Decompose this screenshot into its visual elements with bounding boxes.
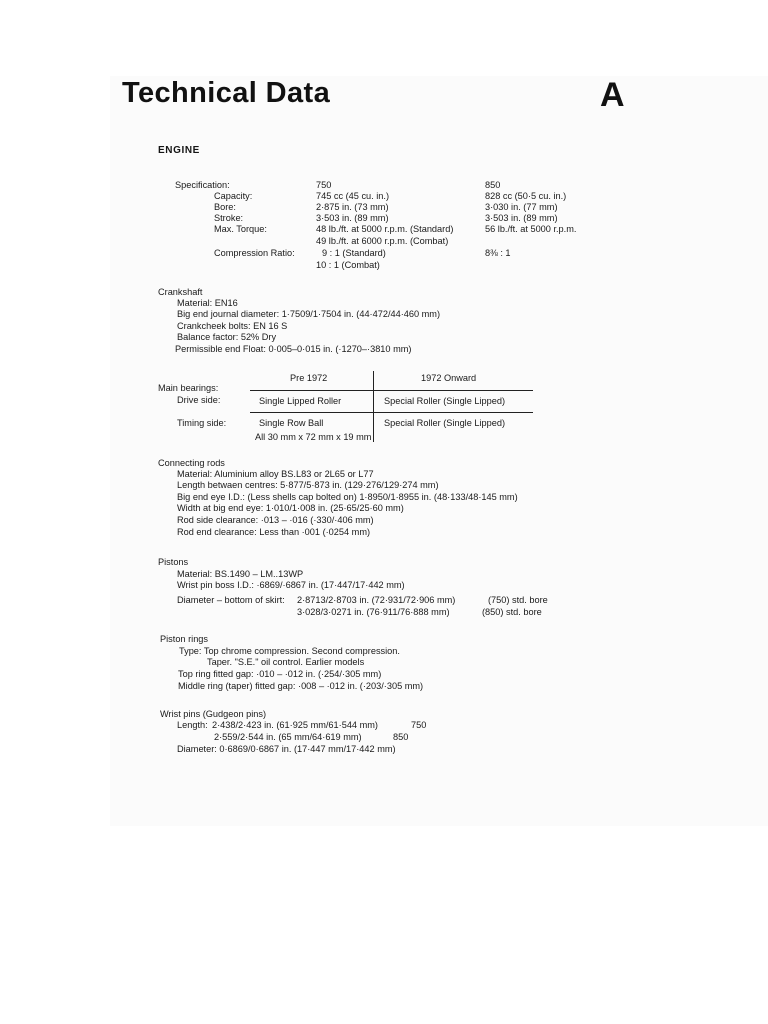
pistons-diameter-850-note: (850) std. bore <box>482 607 542 617</box>
crankshaft-line: Material: EN16 <box>177 298 238 308</box>
engine-heading: ENGINE <box>158 145 200 156</box>
pistons-diameter-850: 3·028/3·0271 in. (76·911/76·888 mm) <box>297 607 450 617</box>
timing-side-label: Timing side: <box>177 418 227 428</box>
bearing-size-note: All 30 mm x 72 mm x 19 mm <box>255 432 372 442</box>
drive-side-pre1972: Single Lipped Roller <box>259 396 342 406</box>
drive-side-1972-onward: Special Roller (Single Lipped) <box>384 396 506 406</box>
torque-750-combat: 49 lb./ft. at 6000 r.p.m. (Combat) <box>316 236 449 246</box>
torque-850: 56 lb./ft. at 5000 r.p.m. <box>485 224 577 234</box>
torque-750-standard: 48 lb./ft. at 5000 r.p.m. (Standard) <box>316 224 454 234</box>
table-header-rule <box>250 390 533 391</box>
wrist-pins-diameter: Diameter: 0·6869/0·6867 in. (17·447 mm/17·442 mm) <box>177 744 396 754</box>
pistons-diameter-750-note: (750) std. bore <box>488 595 548 605</box>
wrist-pins-heading: Wrist pins (Gudgeon pins) <box>160 709 267 719</box>
compression-850: 8⅜ : 1 <box>485 248 511 258</box>
connecting-rods-line: Width at big end eye: 1·010/1·008 in. (25·65/25·60 mm) <box>177 503 404 513</box>
crankshaft-line: Big end journal diameter: 1·7509/1·7504 in. (44·472/44·460 mm) <box>177 309 441 319</box>
pistons-wrist-pin-boss: Wrist pin boss I.D.: ·6869/·6867 in. (17·447/17·442 mm) <box>177 580 405 590</box>
crankshaft-line: Balance factor: 52% Dry <box>177 332 277 342</box>
connecting-rods-line: Big end eye I.D.: (Less shells cap bolted on) 1·8950/1·8955 in. (48·133/48·145 mm) <box>177 492 518 502</box>
pistons-heading: Pistons <box>158 557 189 567</box>
crankshaft-heading: Crankshaft <box>158 287 203 297</box>
piston-rings-type: Type: Top chrome compression. Second compression. <box>179 646 400 656</box>
stroke-850: 3·503 in. (89 mm) <box>485 213 558 223</box>
bearings-heading: Main bearings: <box>158 383 219 393</box>
stroke-label: Stroke: <box>214 213 244 223</box>
connecting-rods-line: Rod end clearance: Less than ·001 (·0254 mm) <box>177 527 371 537</box>
crankshaft-line: Crankcheek bolts: EN 16 S <box>177 321 288 331</box>
piston-rings-middle-gap: Middle ring (taper) fitted gap: ·008 – ·012 in. (·203/·305 mm) <box>178 681 424 691</box>
section-letter: A <box>600 76 625 114</box>
bore-label: Bore: <box>214 202 236 212</box>
capacity-label: Capacity: <box>214 191 253 201</box>
crankshaft-line: Permissible end Float: 0·005–0·015 in. (·1270–·3810 mm) <box>175 344 412 354</box>
stroke-750: 3·503 in. (89 mm) <box>316 213 389 223</box>
wrist-pins-length-label: Length: <box>177 720 208 730</box>
spec-label: Specification: <box>175 180 230 190</box>
compression-750-combat: 10 : 1 (Combat) <box>316 260 380 270</box>
bore-750: 2·875 in. (73 mm) <box>316 202 389 212</box>
col-750-header: 750 <box>316 180 332 190</box>
bearings-col-pre1972: Pre 1972 <box>290 373 328 383</box>
pistons-diameter-750: 2·8713/2·8703 in. (72·931/72·906 mm) <box>297 595 456 605</box>
bore-850: 3·030 in. (77 mm) <box>485 202 558 212</box>
wrist-pins-length-750-model: 750 <box>411 720 427 730</box>
table-column-divider <box>373 371 374 442</box>
wrist-pins-length-850-model: 850 <box>393 732 409 742</box>
bearings-col-1972-onward: 1972 Onward <box>421 373 477 383</box>
connecting-rods-heading: Connecting rods <box>158 458 225 468</box>
capacity-750: 745 cc (45 cu. in.) <box>316 191 390 201</box>
connecting-rods-line: Length betwaen centres: 5·877/5·873 in. (129·276/129·274 mm) <box>177 480 439 490</box>
pistons-diameter-label: Diameter – bottom of skirt: <box>177 595 285 605</box>
wrist-pins-length-850: 2·559/2·544 in. (65 mm/64·619 mm) <box>214 732 362 742</box>
compression-label: Compression Ratio: <box>214 248 295 258</box>
piston-rings-heading: Piston rings <box>160 634 209 644</box>
timing-side-pre1972: Single Row Ball <box>259 418 324 428</box>
connecting-rods-line: Rod side clearance: ·013 – ·016 (·330/·406 mm) <box>177 515 374 525</box>
table-row-rule <box>250 412 533 413</box>
piston-rings-taper: Taper. "S.E." oil control. Earlier models <box>207 657 365 667</box>
wrist-pins-length-750: 2·438/2·423 in. (61·925 mm/61·544 mm) <box>212 720 378 730</box>
capacity-850: 828 cc (50·5 cu. in.) <box>485 191 567 201</box>
compression-750-standard: 9 : 1 (Standard) <box>322 248 386 258</box>
drive-side-label: Drive side: <box>177 395 221 405</box>
col-850-header: 850 <box>485 180 501 190</box>
page-title: Technical Data <box>122 77 331 109</box>
pistons-material: Material: BS.1490 – LM..13WP <box>177 569 304 579</box>
connecting-rods-line: Material: Aluminium alloy BS.L83 or 2L65 or L77 <box>177 469 374 479</box>
piston-rings-top-gap: Top ring fitted gap: ·010 – ·012 in. (·254/·305 mm) <box>178 669 382 679</box>
torque-label: Max. Torque: <box>214 224 267 234</box>
timing-side-1972-onward: Special Roller (Single Lipped) <box>384 418 506 428</box>
